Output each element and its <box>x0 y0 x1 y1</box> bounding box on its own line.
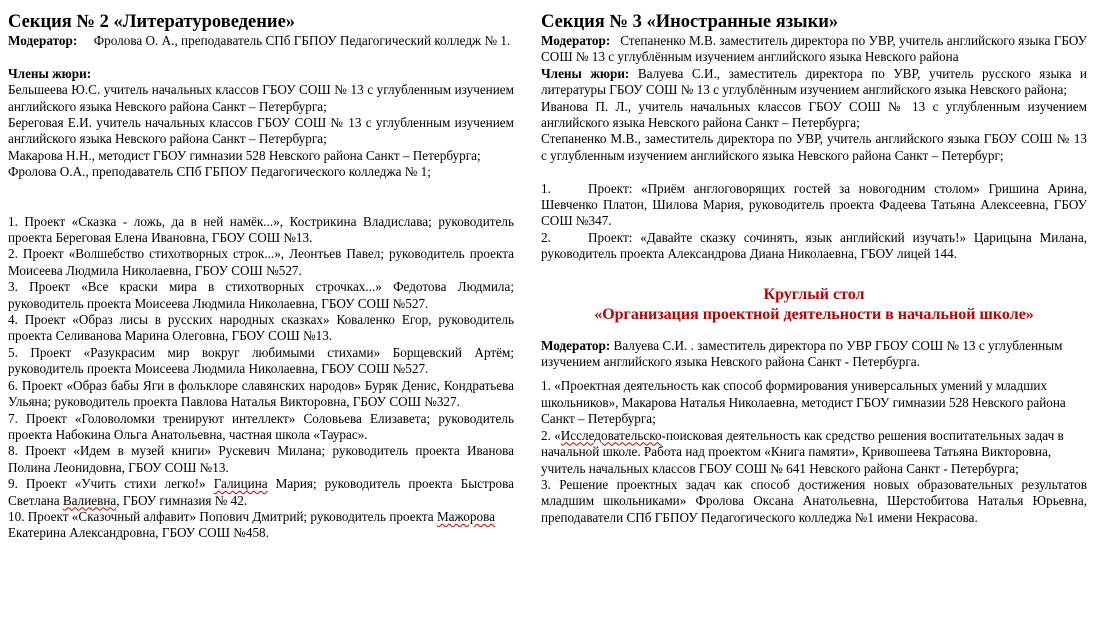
section-3-jury: Члены жюри: Валуева С.И., заместитель директора по УВР, учитель русского языка и литературы ГБОУ СОШ № 13 с углублённым изучением английского языка Невского района; <box>541 65 1087 98</box>
roundtable-title: Круглый стол <box>763 285 865 303</box>
project-item: 1. Проект «Сказка - ложь, да в ней намёк...», Кострикина Владислава; руководитель проекта Береговая Елена Ивановна, ГБОУ СОШ №13. <box>8 213 514 246</box>
moderator-text: Фролова О. А., преподаватель СПб ГБПОУ Педагогический колледж № 1. <box>93 33 511 48</box>
project-item: 5. Проект «Разукрасим мир вокруг любимыми стихами» Борщевский Артём; руководитель проекта Моисеева Людмила Николаевна, ГБОУ СОШ №527. <box>8 344 514 377</box>
jury-label: Члены жюри: <box>8 65 92 81</box>
section-3-column <box>541 0 1087 526</box>
project-item: 9. Проект «Учить стихи легко!» Галицина Мария; руководитель проекта Быстрова Светлана Валиевна, ГБОУ гимназия № 42. <box>8 476 514 508</box>
project-item: 8. Проект «Идем в музей книги» Рускевич Милана; руководитель проекта Иванова Полина Леонидовна, ГБОУ СОШ №13. <box>8 443 514 475</box>
jury-member: Фролова О.А., преподаватель СПб ГБПОУ Педагогического колледжа № 1; <box>8 164 431 180</box>
section-2-title: Секция № 2 «Литературоведение» <box>8 12 296 32</box>
section-3-title: Секция № 3 «Иностранные языки» <box>541 12 839 32</box>
roundtable-item: 2. «Исследовательско-поисковая деятельность как средство решения воспитательных задач в начальной школе. Работа над проектом «Книга памяти», Кривошеева Татьяна Викторовна, учитель начальных классов ГБОУ СОШ № 641 Невского района Санкт - Петербурга; <box>541 427 1064 476</box>
jury-member: Иванова П. Л., учитель начальных классов ГБОУ СОШ № 13 с углубленным изучением английского языка Невского района Санкт – Петербурга; <box>541 98 1087 131</box>
section-3-moderator: Модератор: Степаненко М.В. заместитель директора по УВР, учитель английского языка ГБОУ СОШ № 13 с углублённым изучением английского языка Невского района <box>541 33 1088 65</box>
moderator-label: Модератор: <box>8 33 78 48</box>
project-item: 3. Проект «Все краски мира в стихотворных строчках...» Федотова Людмила; руководитель проекта Моисеева Людмила Николаевна, ГБОУ СОШ №527. <box>8 279 514 311</box>
jury-member: Бельшеева Ю.С. учитель начальных классов ГБОУ СОШ № 13 с углубленным изучением английского языка Невского района Санкт – Петербурга; <box>8 82 514 114</box>
roundtable-item: 1. «Проектная деятельность как способ формирования универсальных умений у младших школьников», Макарова Наталья Николаевна, методист ГБОУ гимназии 528 Невского района Санкт – Петербурга; <box>541 378 1066 427</box>
project-item: 6. Проект «Образ бабы Яги в фольклоре славянских народов» Буряк Денис, Кондратьева Ульяна; руководитель проекта Павлова Наталья Викторовна, ГБОУ СОШ №327. <box>8 377 514 410</box>
project-item: 4. Проект «Образ лисы в русских народных сказках» Коваленко Егор, руководитель проекта Селиванова Марина Олеговна, ГБОУ СОШ №13. <box>8 312 514 344</box>
project-item: 2. Проект: «Давайте сказку сочинять, язык английский изучать!» Царицына Милана, руководитель проекта Александрова Диана Николаевна, ГБОУ лицей 144. <box>541 229 1087 262</box>
roundtable-moderator: Модератор: Валуева С.И. . заместитель директора по УВР ГБОУ СОШ № 13 с углубленным изучением английского языка Невского района Санкт - Петербурга. <box>541 337 1063 370</box>
project-item: 2. Проект «Волшебство стихотворных строк...», Леонтьев Павел; руководитель проекта Моисеева Людмила Николаевна, ГБОУ СОШ №527. <box>8 246 514 278</box>
jury-member: Степаненко М.В., заместитель директора по УВР, учитель английского языка ГБОУ СОШ № 13 с углубленным изучением английского языка Невского района Санкт – Петербург; <box>541 131 1087 163</box>
section-2-column <box>8 0 514 542</box>
project-item: 1. Проект: «Приём англоговорящих гостей за новогодним столом» Гришина Арина, Шевченко Платон, Шилова Мария, руководитель проекта Фадеева Татьяна Алексеевна, ГБОУ СОШ №347. <box>541 180 1087 229</box>
jury-member: Береговая Е.И. учитель начальных классов ГБОУ СОШ № 13 с углубленным изучением английского языка Невского района Санкт – Петербурга; <box>8 115 514 147</box>
section-2-moderator <box>8 33 514 49</box>
roundtable-item: 3. Решение проектных задач как способ достижения новых образовательных результатов младшим школьниками» Фролова Оксана Анатольевна, Шерстобитова Наталья Юрьевна, преподаватели СПб ГБПОУ Педагогического колледжа №1 имени Некрасова. <box>541 476 1087 525</box>
roundtable-subtitle: «Организация проектной деятельности в начальной школе» <box>594 305 1034 323</box>
project-item: 7. Проект «Головоломки тренируют интеллект» Соловьева Елизавета; руководитель проекта Набокина Ольга Анатольевна, частная школа «Таурас». <box>8 410 514 442</box>
jury-member: Макарова Н.Н., методист ГБОУ гимназии 528 Невского района Санкт – Петербурга; <box>8 147 481 163</box>
project-item: 10. Проект «Сказочный алфавит» Попович Дмитрий; руководитель проекта Мажорова Екатерина Александровна, ГБОУ СОШ №458. <box>8 508 495 541</box>
